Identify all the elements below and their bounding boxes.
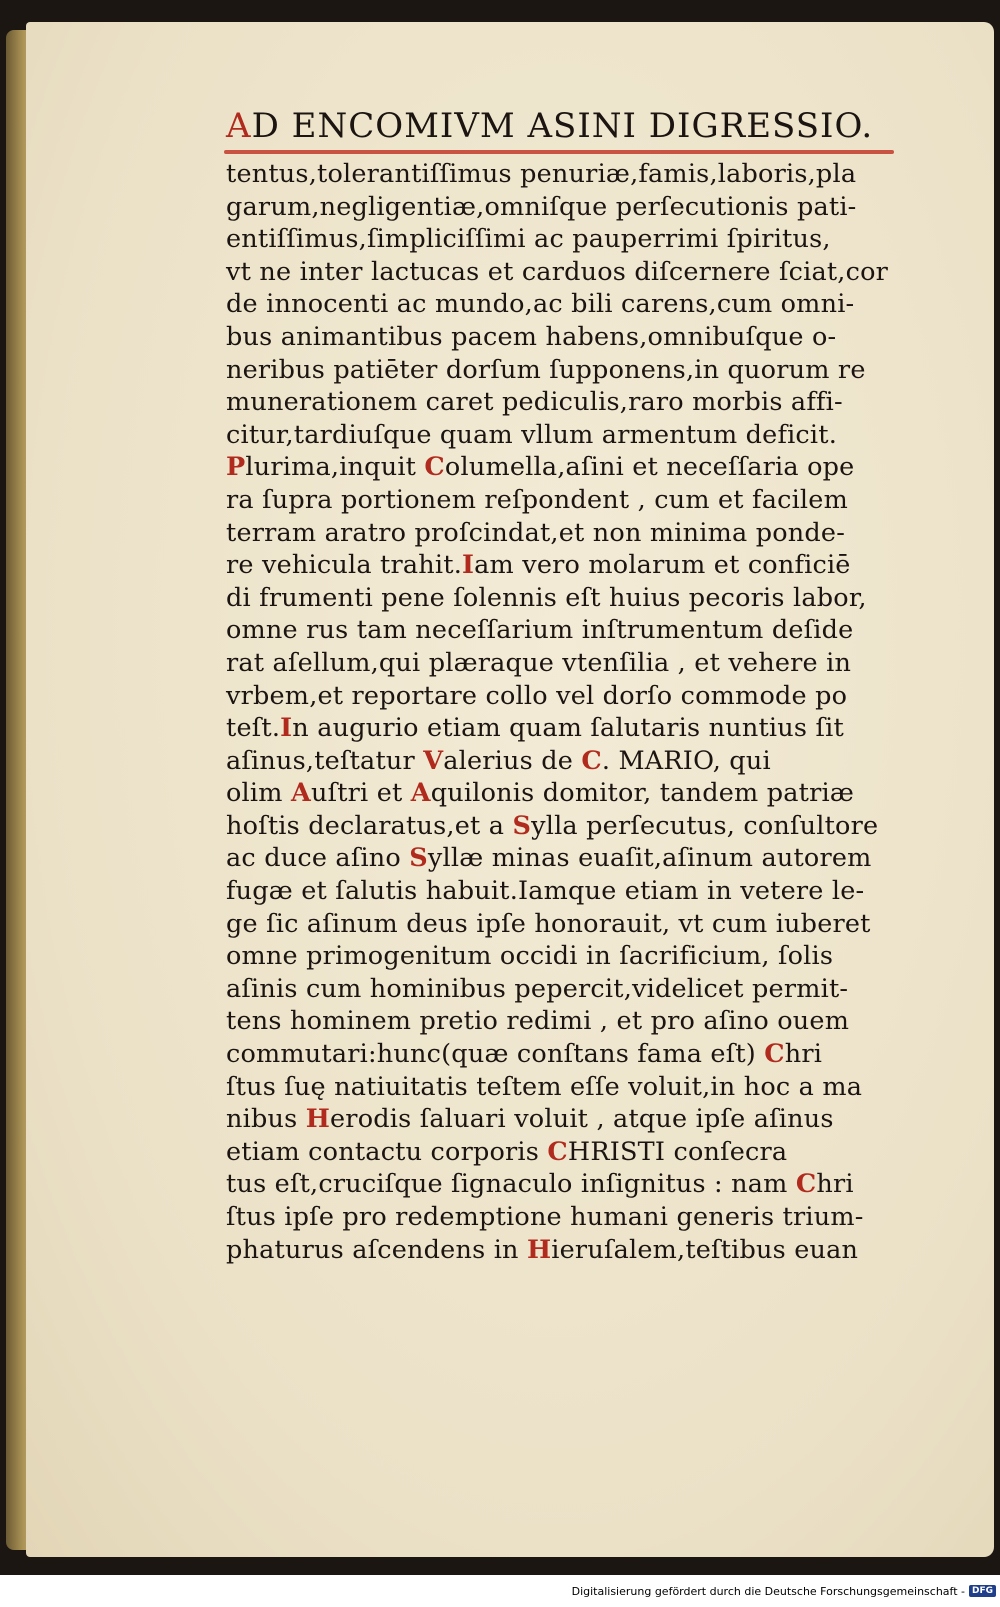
running-header <box>226 106 916 152</box>
text-segment: ieruſalem,teſtibus euan <box>551 1234 859 1265</box>
text-segment: phaturus aſcendens in <box>226 1234 527 1265</box>
text-line <box>226 549 916 582</box>
text-segment: vt ne inter lactucas et carduos diſcernere ſciat,cor <box>226 256 889 287</box>
text-segment: aſinus,teſtatur <box>226 745 424 776</box>
text-line <box>226 386 916 419</box>
text-segment: ſtus ſuę natiuitatis teſtem eſſe voluit,in hoc a ma <box>226 1071 863 1102</box>
text-line <box>226 1201 916 1234</box>
text-segment: hoſtis declaratus,et a <box>226 810 513 841</box>
text-segment: quilonis domitor, tandem patriæ <box>430 778 855 809</box>
text-line <box>226 158 916 191</box>
text-line <box>226 940 916 973</box>
text-line <box>226 973 916 1006</box>
rubricated-initial: S <box>512 810 532 841</box>
text-segment: neribus patiēter dorſum ſupponens,in quorum re <box>226 354 866 385</box>
text-line <box>226 810 916 843</box>
text-segment: ra ſupra portionem reſpondent , cum et facilem <box>226 484 848 515</box>
text-line <box>226 1234 916 1267</box>
text-line <box>226 582 916 615</box>
text-line <box>226 647 916 680</box>
text-line <box>226 745 916 778</box>
text-line <box>226 191 916 224</box>
text-segment: olim <box>226 778 291 809</box>
text-line <box>226 484 916 517</box>
rubricated-initial: A <box>410 778 431 809</box>
text-segment: ge ſic aſinum deus ipſe honorauit, vt cum iuberet <box>226 908 871 939</box>
text-segment: di frumenti pene ſolennis eſt huius pecoris labor, <box>226 582 867 613</box>
text-segment: olumella,aſini et neceſſaria ope <box>444 452 855 483</box>
text-line <box>226 614 916 647</box>
text-line <box>226 1038 916 1071</box>
footer-credit: Digitalisierung gefördert durch die Deutsche Forschungsgemeinschaft - <box>571 1584 965 1598</box>
text-line <box>226 354 916 387</box>
rubricated-initial: S <box>409 843 428 874</box>
rubricated-initial: V <box>423 745 444 776</box>
text-segment: entiſſimus,ſimpliciſſimi ac pauperrimi ſpiritus, <box>226 224 831 255</box>
text-line <box>226 842 916 875</box>
text-segment: hri <box>784 1039 823 1070</box>
text-segment: yllæ minas euaſit,aſinum autorem <box>427 843 872 874</box>
text-line <box>226 1103 916 1136</box>
text-line <box>226 256 916 289</box>
header-rest: D ENCOMIVM ASINI DIGRESSIO. <box>251 106 874 146</box>
rubricated-initial: C <box>795 1169 817 1200</box>
text-line <box>226 419 916 452</box>
text-line <box>226 777 916 810</box>
rubricated-initial: C <box>764 1039 785 1070</box>
text-segment: ſtus ipſe pro redemptione humani generis trium- <box>226 1202 864 1232</box>
text-line <box>226 223 916 256</box>
running-header-text <box>226 106 873 146</box>
text-line <box>226 1136 916 1169</box>
text-segment: de innocenti ac mundo,ac bili carens,cum omni- <box>226 289 855 320</box>
text-line <box>226 680 916 713</box>
text-segment: citur,tardiuſque quam vllum armentum deficit. <box>226 419 838 450</box>
text-segment: omne rus tam neceſſarium inſtrumentum deſide <box>226 615 854 646</box>
text-line <box>226 1005 916 1038</box>
rubricated-initial: P <box>226 452 246 483</box>
text-segment: re vehicula trahit. <box>226 550 463 581</box>
text-segment: bus animantibus pacem habens,omnibuſque o- <box>226 321 837 352</box>
text-segment: commutari:hunc(quæ conſtans fama eſt) <box>226 1039 765 1070</box>
text-segment: terram aratro proſcindat,et non minima ponde- <box>226 517 846 548</box>
rubricated-initial: C <box>424 452 445 483</box>
rubricated-initial: I <box>280 713 293 744</box>
rubricated-initial: A <box>290 778 311 809</box>
text-segment: fugæ et ſalutis habuit.Iamque etiam in vetere le- <box>226 876 865 907</box>
text-segment: tus eſt,cruciſque ſignaculo inſignitus : nam <box>226 1169 796 1200</box>
text-line <box>226 517 916 550</box>
text-segment: vrbem,et reportare collo vel dorſo commode po <box>226 680 848 711</box>
text-segment: aſinis cum hominibus pepercit,videlicet permit- <box>226 973 849 1004</box>
text-segment: erodis ſaluari voluit , atque ipſe aſinus <box>330 1104 834 1135</box>
text-segment: ylla perſecutus, conſultore <box>531 810 879 841</box>
text-segment: tens hominem pretio redimi , et pro aſino ouem <box>226 1006 850 1037</box>
text-line <box>226 1071 916 1104</box>
text-segment: nibus <box>226 1104 306 1135</box>
rubricated-initial: C <box>581 745 602 776</box>
text-segment: HRISTI conſecra <box>567 1136 788 1167</box>
text-segment: munerationem caret pediculis,raro morbis affi- <box>226 387 843 418</box>
text-line <box>226 451 916 484</box>
text-segment: teſt. <box>226 713 281 744</box>
text-segment: tentus,tolerantiſſimus penuriæ,famis,laboris,pla <box>226 159 857 189</box>
dfg-logo: DFG <box>969 1585 996 1597</box>
text-segment: uſtri et <box>310 778 411 809</box>
text-segment: lurima,inquit <box>245 452 425 483</box>
text-line <box>226 875 916 908</box>
text-segment: rat aſellum,qui plæraque vtenſilia , et vehere in <box>226 647 852 678</box>
text-segment: omne primogenitum occidi in ſacrificium, ſolis <box>226 941 834 972</box>
rubric-underline <box>224 150 894 154</box>
text-block <box>226 158 916 1266</box>
text-segment: etiam contactu corporis <box>226 1136 548 1167</box>
text-line <box>226 908 916 941</box>
text-segment: . MARIO, qui <box>601 745 771 776</box>
text-segment: am vero molarum et conficiē <box>474 550 851 581</box>
text-segment: ac duce aſino <box>226 843 410 874</box>
text-line <box>226 712 916 745</box>
text-segment: n augurio etiam quam ſalutaris nuntius ſit <box>292 713 844 744</box>
text-line <box>226 321 916 354</box>
text-segment: garum,negligentiæ,omniſque perſecutionis pati- <box>226 191 857 222</box>
header-initial: A <box>226 106 252 146</box>
rubricated-initial: H <box>526 1234 552 1265</box>
text-line <box>226 1168 916 1201</box>
rubricated-initial: H <box>305 1104 331 1135</box>
text-line <box>226 288 916 321</box>
rubricated-initial: I <box>462 550 475 581</box>
rubricated-initial: C <box>547 1136 568 1167</box>
text-segment: alerius de <box>443 745 582 776</box>
digitization-footer <box>572 1580 996 1602</box>
text-segment: hri <box>816 1169 854 1200</box>
